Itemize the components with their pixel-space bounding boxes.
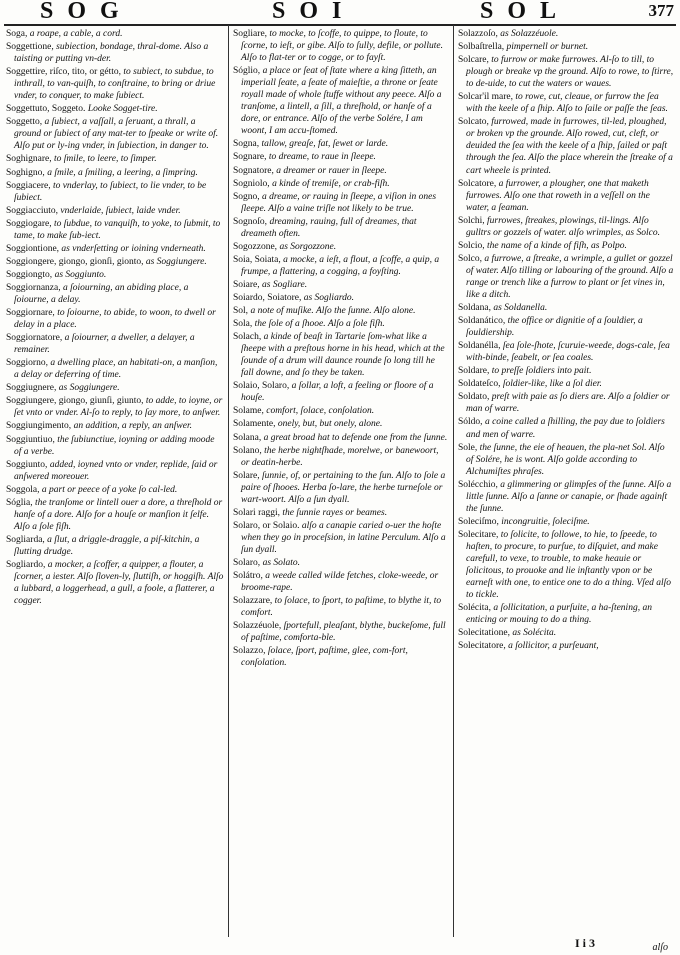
entry-definition: as Solato. [260,557,301,568]
entry-headword: Soghignare, [6,154,52,165]
entry-definition: a weede called wilde fetches, cloke-weede, or broome-rape. [241,571,439,594]
dictionary-entry [6,103,224,115]
entry-definition: tallow, greaſe, fat, ſewet or larde. [259,139,389,150]
entry-definition: furrowed, made in furrowes, til-led, ploughed, or broken vp the grounde. Alſo rowed, cut, cleft, or deuided the ſea with the keele of a ſhip, ſailed or paſt through the ſea. Alſo the place wherein the ſtreake of a cart wheele is printed. [466,117,673,176]
entry-definition: a mocker, a ſcoffer, a quipper, a flouter, a ſcorner, a iester. Alſo ſloven-ly, ſluttiſh, or hoggiſh. Alſo a lubbard, a loggerhead, a gull, a foole, a flatterer, a cogger. [14,559,224,607]
dictionary-entry [458,41,674,53]
signature-mark: I i 3 [575,936,596,950]
dictionary-entry [6,66,224,102]
page-number: 377 [648,1,674,20]
entry-definition: a kinde of beaſt in Tartarie ſom-what like a ſheepe with a preſtous horne in his head, which at the ſounde of a drum will daunce rounde ſo long till he fall downe, and ſo they be taken. [241,332,445,379]
entry-headword: Sogliarda, [6,534,45,545]
column-divider-2 [453,25,454,937]
entry-definition: the office or dignitie of a ſouldier, a ſouldiership. [466,316,643,339]
dictionary-entry [6,282,224,306]
entry-headword: Solecitatione, [458,628,510,639]
dictionary-entry [233,470,449,506]
entry-definition: a ſlut, a driggle-draggle, a piſ-kitchin, a ſlutting drudge. [14,534,200,557]
dictionary-entry [6,497,224,533]
entry-definition: a place or ſeat of ſtate where a king ſitteth, an imperiall ſeate, a ſeate of maieſtie, a throne or ſeate royall made of whole ſtuffe without any peece. Alſo a tranſome, a lintell, a ſill, a threſhold, or hanſe of a dore, or entrance. Alſo of the verbe Solére, I am woont, I am accu-ſtomed. [241,66,442,137]
entry-headword: Sogliare, [233,29,268,39]
entry-headword: Sola, [233,319,253,330]
entry-definition: a ſubiect, a vaſſall, a ſeruant, a thrall, a ground or ſubiect of any mat-ter to ſpeake or write of. Alſo put or ly-ing vnder, in ſubiection, in danger to. [14,117,219,152]
entry-headword: Soia, Soiata, [233,254,281,265]
entry-definition: a note of muſike. Alſo the ſunne. Alſo alone. [248,306,416,317]
entry-headword: Solécchio, [458,479,498,490]
entry-definition: as Sorgozzone. [277,241,337,252]
dictionary-entry [233,595,449,619]
entry-headword: Solazzare, [233,596,273,607]
entry-definition: as Sogliare. [259,279,308,290]
dictionary-entry [458,28,674,40]
entry-definition: added, ioyned vnto or vnder, replide, ſaid or anſwered moreouer. [14,459,218,482]
entry-definition: ſoldier-like, like a ſol dier. [500,379,602,390]
entry-definition: to subiect, to subdue, to inthrall, to van-quiſh, to conſtraine, to bring or driue vnder, to conquer, to make ſubiect. [14,67,216,102]
entry-definition: a kinde of tremiſe, or crab-fiſh. [269,178,390,189]
dictionary-entry [458,116,674,176]
entry-headword: Soggiogare, [6,218,52,229]
dictionary-entry [233,241,449,253]
dictionary-entry [233,28,449,64]
entry-definition: a dreame, or rauing in ſleepe, a viſion in ones ſleepe. Alſo a vaine triſle not likely to be true. [241,191,437,214]
entry-headword: Soggettire, riſco, tito, or gétto, [6,67,122,78]
dictionary-column-2 [233,28,449,933]
dictionary-entry [233,570,449,594]
dictionary-entry [6,41,224,65]
entry-headword: Solco, [458,253,483,264]
entry-definition: to rowe, cut, cleaue, or furrow the ſea with the keele of a ſhip. Alſo to ſaile or paſſe the ſeas. [466,92,668,115]
dictionary-entry [6,559,224,607]
dictionary-column-3 [458,28,674,933]
dictionary-entry [458,391,674,415]
entry-headword: Soggola, [6,484,40,495]
entry-headword: Soiardo, Soiatore, [233,292,302,303]
entry-definition: a ſoiourning, an abiding place, a ſoiourne, a delay. [14,282,189,305]
entry-headword: Soggiongto, [6,269,53,280]
running-head-right: SOL [480,0,571,24]
entry-definition: the ſubiunctiue, ioyning or adding moode of a verbe. [14,434,215,457]
entry-headword: Soggetto, [6,117,43,128]
entry-headword: Sognoſo, [233,216,268,227]
entry-headword: Solame, [233,406,264,417]
entry-headword: Soggiacere, [6,180,51,191]
entry-definition: to furrow or make furrowes. Al-ſo to till, to plough or breake vp the ground. Alſo to rowe, to ſtirre, to de-uide, to cut the waters or waues. [466,55,674,90]
entry-definition: as Soggiungere. [143,256,207,267]
entry-definition: ſportefull, pleaſant, blythe, buckeſome, full of paſtime, comforta-ble. [241,621,446,644]
dictionary-entry [458,365,674,377]
entry-definition: a roape, a cable, a cord. [27,29,123,39]
page-header [0,0,680,22]
entry-definition: the tranſome or lintell ouer a dore, a threſhold or hanſe of a dore. Alſo for a houſe or manſion it ſelfe. Alſo a ſole fiſh. [14,497,223,532]
dictionary-entry [6,484,224,496]
dictionary-entry [233,380,449,404]
dictionary-entry [233,279,449,291]
entry-definition: furrowes, ſtreakes, plowings, til-lings. Alſo gulltrs or gozzels of water. alſo wrimples, as Solco. [466,215,660,238]
entry-definition: a ſollicitation, a purſuite, a ha-ſtening, an enticing or mouing to do a thing. [466,603,652,626]
dictionary-entry [6,167,224,179]
entry-headword: Soldanélla, [458,341,501,352]
entry-headword: Solana, [233,432,262,443]
entry-headword: Sogniolo, [233,178,270,189]
entry-headword: Solaro, or Solaio. [233,520,300,531]
dictionary-entry [458,54,674,90]
entry-definition: a ſollicitor, a purſeuant, [505,641,599,652]
entry-headword: Solcio, [458,240,485,251]
column-divider-1 [228,25,229,937]
entry-definition: the name of a kinde of fiſh, as Polpo. [484,240,627,251]
entry-headword: Sole, [458,442,478,453]
dictionary-entry [6,116,224,152]
entry-headword: Soldana, [458,303,491,314]
entry-definition: a mocke, a ieſt, a flout, a ſcoffe, a quip, a frumpe, a flattering, a cogging, a foyſting. [241,254,440,277]
entry-definition: alſo a canapie caried o-uer the hoſte when they go in proceſsion, in latine Perculum. Alſo a ſun dyall. [241,520,446,555]
dictionary-entry [233,191,449,215]
dictionary-entry [458,442,674,478]
running-head-left: SOG [40,0,133,24]
running-head-center: SOI [272,0,356,24]
entry-headword: Soldato, [458,392,490,403]
dictionary-entry [233,445,449,469]
dictionary-entry [458,240,674,252]
entry-definition: to dreame, to raue in ſleepe. [266,152,376,163]
entry-headword: Soghigno, [6,167,45,178]
dictionary-entry [458,529,674,601]
dictionary-column-1 [6,28,224,933]
dictionary-entry [233,65,449,137]
entry-definition: a ſoiourner, a dweller, a delayer, a remainer. [14,333,195,356]
entry-headword: Soggiuntiuo, [6,434,55,445]
dictionary-entry [6,218,224,242]
dictionary-entry [458,378,674,390]
entry-headword: Soggettione, [6,42,54,53]
header-rule [4,24,676,26]
entry-definition: Looke Sogget-tire. [85,104,158,115]
entry-headword: Soggiontione, [6,243,60,254]
entry-headword: Sognare, [233,152,267,163]
dictionary-entry [233,331,449,379]
dictionary-entry [458,253,674,301]
dictionary-entry [6,28,224,40]
entry-headword: Sol, [233,306,249,317]
dictionary-entry [458,516,674,528]
dictionary-entry [233,405,449,417]
dictionary-entry [458,416,674,440]
entry-headword: Solazzo, [233,646,266,657]
entry-definition: to ſolicite, to ſollowe, to hie, to ſpeede, to haſten, to procure, to purſue, to diſquiet, and make carefull, to vexe, to trouble, to make heauie or ſolicitous, to prouoke and lie inſtantly vpon or be earneſt with one, to entice one to do a thing. Vſed alſo to tickle. [466,529,672,601]
dictionary-entry [233,318,449,330]
entry-definition: to ſubdue, to vanquiſh, to yoke, to ſubmit, to tame, to make ſub-iect. [14,218,221,241]
entry-definition: as Solécita. [509,628,557,639]
entry-headword: Solazzéuole, [233,621,282,632]
dictionary-entry [6,332,224,356]
dictionary-entry [233,507,449,519]
entry-headword: Solcar'il mare, [458,92,513,103]
dictionary-entry [233,178,449,190]
entry-definition: a furrower, a plougher, one that maketh furrowes. Alſo one that roweth in a veſſell on the water, a ſeaman. [466,178,650,213]
entry-headword: Solaro, [233,557,261,568]
entry-definition: to ſoiourne, to abide, to woon, to dwell or delay in a place. [14,308,216,331]
entry-headword: Soggiornanza, [6,282,61,293]
entry-headword: Soga, [6,29,28,39]
dictionary-entry [6,459,224,483]
dictionary-entry [6,269,224,281]
entry-headword: Solecitare, [458,529,499,540]
dictionary-entry [458,340,674,364]
entry-definition: pimpernell or burnet. [504,42,589,53]
entry-headword: Soggiongere, giongo, gionſi, gionto, [6,256,144,267]
entry-definition: the ſunnie rayes or beames. [279,507,388,518]
entry-definition: a dwelling place, an habitati-on, a manſion, a delay or deferring of time. [14,358,218,381]
entry-headword: Soggiornatore, [6,333,63,344]
entry-definition: a dreamer or rauer in ſleepe. [273,165,387,176]
dictionary-entry [458,91,674,115]
entry-headword: Solari raggi, [233,507,280,518]
entry-definition: comfort, ſolace, conſolation. [263,406,375,417]
dictionary-entry [233,292,449,304]
dictionary-entry [6,205,224,217]
entry-headword: Soleciſmo, [458,516,499,527]
entry-definition: a coine called a ſhilling, the pay due to ſoldiers and men of warre. [466,417,665,440]
entry-headword: Solano, [233,445,262,456]
dictionary-entry [6,307,224,331]
entry-headword: Soggiornare, [6,308,55,319]
entry-definition: onely, but, but onely, alone. [275,419,383,430]
dictionary-entry [6,256,224,268]
entry-definition: the ſunne, the eie of heauen, the pla-net Sol. Alſo of Solére, he is wont. Alſo golde according to Alchumiſtes phraſes. [466,442,665,477]
entry-definition: to vnderlay, to ſubiect, to lie vnder, to be ſubiect. [14,180,207,203]
catchword: alſo [652,942,668,953]
dictionary-entry [458,215,674,239]
entry-definition: dreaming, rauing, full of dreames, that dreameth often. [241,216,417,239]
dictionary-entry [6,534,224,558]
entry-definition: to adde, to ioyne, or ſet vnto or vnder. Al-ſo to reply, to ſay more, to anſwer. [14,396,223,419]
entry-definition: to preſſe ſoldiers into pait. [489,366,592,377]
dictionary-entry [6,434,224,458]
entry-definition: the ſole of a ſhooe. Alſo a ſole fiſh. [252,319,385,330]
dictionary-entry [458,640,674,652]
entry-headword: Solcare, [458,55,489,66]
dictionary-entry [6,382,224,394]
entry-definition: a great broad hat to defende one from the ſunne. [261,432,448,443]
dictionary-entry [233,418,449,430]
entry-headword: Solecitatore, [458,641,506,652]
dictionary-entry [233,432,449,444]
dictionary-entry [233,151,449,163]
dictionary-entry [458,479,674,515]
entry-definition: a glimmering or glimpſes of the ſunne. Alſo a little ſunne. Alſo a ſanne or canapie, or ſhade againſt the ſunne. [466,479,672,514]
dictionary-entry [458,602,674,626]
entry-definition: a part or peece of a yoke ſo cal-led. [39,484,178,495]
dictionary-entry [6,395,224,419]
entry-headword: Solcatore, [458,178,497,189]
entry-headword: Soggiorno, [6,358,48,369]
entry-headword: Soggiunto, [6,459,48,470]
entry-definition: ſea ſole-ſhote, ſcuruie-weede, dogs-cale, ſea with-binde, ſeabelt, or ſea coales. [466,341,670,364]
entry-headword: Sogna, [233,139,260,150]
entry-definition: to mocke, to ſcoffe, to quippe, to floute, to ſcorne, to ieſt, or gibe. Alſo to ſully, defile, or pollute. Alſo to flat-ter or to cogge, or to fayſt. [241,29,443,64]
dictionary-entry [233,645,449,669]
entry-headword: Soggiungere, giongo, giunſi, giunto, [6,396,144,407]
entry-headword: Soldateſco, [458,379,501,390]
entry-definition: the herbe nightſhade, morelwe, or banewoort, or deatin-herbe. [241,445,439,468]
entry-definition: as Solazzéuole. [497,29,559,39]
entry-headword: Sóldo, [458,417,483,428]
dictionary-entry [233,305,449,317]
dictionary-entry [233,165,449,177]
entry-headword: Sóglio, [233,66,261,77]
entry-headword: Sogliardo, [6,559,46,570]
entry-headword: Soiare, [233,279,260,290]
entry-definition: as Soldanella. [490,303,548,314]
dictionary-entry [458,627,674,639]
entry-definition: as Soggiungere. [56,383,120,394]
entry-definition: to ſolace, to ſport, to paſtime, to blythe it, to comfort. [241,596,442,619]
entry-definition: to ſmile, to leere, to ſimper. [51,154,157,165]
entry-definition: vnderlaide, ſubiect, laide vnder. [57,205,181,216]
entry-definition: as Soggiunto. [52,269,107,280]
entry-definition: a ſollar, a loft, a feeling or floore of a houſe. [241,381,434,404]
entry-headword: Sogozzone, [233,241,278,252]
entry-headword: Soldanático, [458,316,506,327]
entry-headword: Solchi, [458,215,485,226]
dictionary-entry [6,357,224,381]
dictionary-entry [6,243,224,255]
entry-headword: Soggiugnere, [6,383,57,394]
entry-definition: ſunnie, of, or pertaining to the ſun. Alſo to ſole a paire of ſhooes. Herba ſo-lare, the herbe turneſole or wart-woort. Alſo a ſun dyall. [241,470,446,505]
entry-definition: preſt with paie as ſo diers are. Alſo a ſoldier or man of warre. [466,392,670,415]
entry-definition: as vnderſetting or ioining vnderneath. [59,243,206,254]
entry-headword: Sognatore, [233,165,274,176]
dictionary-entry [6,420,224,432]
entry-headword: Solátro, [233,571,263,582]
entry-definition: subiection, bondage, thral-dome. Also a taisting or putting vn-der. [14,42,209,65]
dictionary-entry [6,153,224,165]
dictionary-entry [233,620,449,644]
entry-headword: Soggiacciuto, [6,205,58,216]
dictionary-entry [458,178,674,214]
entry-headword: Solaio, Solaro, [233,381,290,392]
entry-headword: Solazzoſo, [458,29,498,39]
entry-headword: Solécita, [458,603,491,614]
entry-definition: a ſmile, a ſmiling, a leering, a ſimpring. [44,167,198,178]
entry-headword: Solamente, [233,419,276,430]
entry-headword: Solbaſtrella, [458,42,505,53]
dictionary-entry [233,557,449,569]
entry-definition: incongruitie, ſoleciſme. [498,516,590,527]
entry-headword: Soldare, [458,366,490,377]
entry-definition: an addition, a reply, an anſwer. [71,421,192,432]
dictionary-entry [6,180,224,204]
entry-headword: Solcato, [458,117,489,128]
dictionary-entry [458,302,674,314]
entry-definition: a furrowe, a ſtreake, a wrimple, a gullet or gozzel of water. Alſo tilling or labouring of the ground. Alſo a range or trench like a furrow to plant or ſet vines in, like a ditch. [466,253,674,300]
entry-headword: Sóglia, [6,497,33,508]
entry-definition: as Sogliardo. [301,292,355,303]
dictionary-entry [458,315,674,339]
dictionary-entry [233,520,449,556]
entry-headword: Soggiungimento, [6,421,72,432]
entry-headword: Solare, [233,470,260,481]
dictionary-entry [233,254,449,278]
entry-definition: ſolace, ſport, paſtime, glee, com-fort, conſolation. [241,646,408,669]
entry-headword: Soggettuto, Soggeto. [6,104,86,115]
entry-headword: Solach, [233,332,262,343]
entry-headword: Sogno, [233,191,260,202]
dictionary-entry [233,138,449,150]
dictionary-entry [233,216,449,240]
